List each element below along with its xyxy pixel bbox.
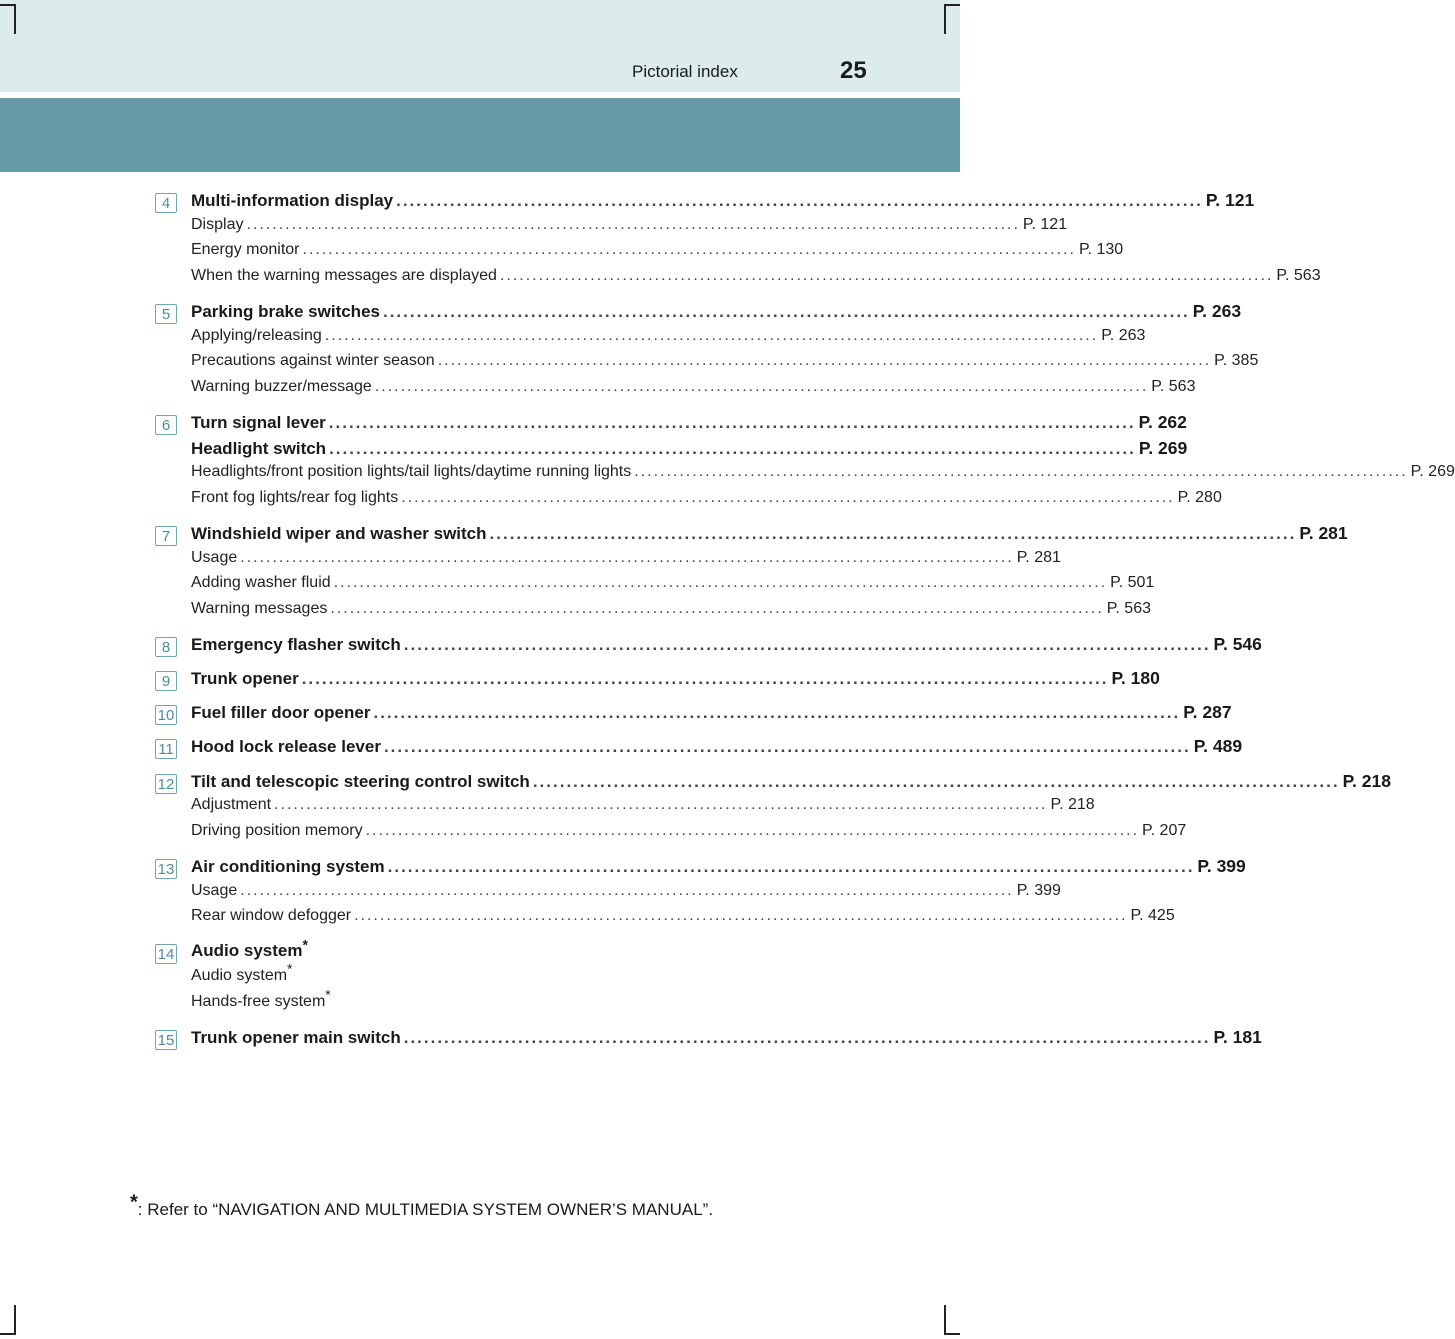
entry-text: Fuel filler door opener — [191, 703, 371, 723]
dot-leader: ........................................................................................................................ — [489, 523, 1297, 543]
item-number-badge: 15 — [155, 1030, 177, 1050]
page-reference-link[interactable]: P. 546 — [1213, 633, 1262, 654]
index-subentry — [191, 377, 1196, 404]
dot-leader: ........................................................................................................................ — [354, 907, 1128, 925]
index-entry — [191, 856, 1246, 882]
index-entries — [155, 190, 1455, 1052]
entry-text: Windshield wiper and washer switch — [191, 523, 487, 543]
entry-label — [191, 986, 331, 1011]
dot-leader: ........................................................................................................................ — [301, 669, 1109, 689]
page-reference-link[interactable]: P. 563 — [1151, 377, 1196, 395]
index-subentry — [191, 326, 1146, 353]
entry-label — [191, 378, 372, 396]
page-reference-link[interactable]: P. 207 — [1142, 821, 1187, 839]
index-group — [155, 411, 1455, 514]
item-number-badge: 4 — [155, 193, 177, 213]
entry-text: Parking brake switches — [191, 301, 380, 321]
index-subentry — [191, 574, 1155, 600]
entry-label — [191, 1028, 401, 1048]
index-group — [155, 190, 1321, 292]
page-reference-link[interactable]: P. 281 — [1299, 522, 1348, 543]
index-subentry — [191, 907, 1175, 933]
entry-text: Energy monitor — [191, 241, 300, 259]
index-group — [155, 856, 1246, 933]
entry-label — [191, 703, 370, 723]
dot-leader: ........................................................................................................................ — [333, 574, 1108, 592]
index-entry — [191, 1026, 1262, 1053]
entry-text: Headlights/front position lights/tail lights/daytime running lights — [191, 463, 632, 481]
footnote-marker: * — [287, 960, 293, 977]
entry-label — [191, 302, 380, 322]
entry-text: When the warning messages are displayed — [191, 266, 497, 284]
dot-leader: ........................................................................................................................ — [324, 326, 1099, 344]
entry-label — [191, 352, 435, 370]
crop-mark-tr-h — [946, 4, 960, 6]
footnote-text: : Refer to “NAVIGATION AND MULTIMEDIA SYSTEM OWNER’S MANUAL”. — [137, 1200, 714, 1219]
item-number-badge: 14 — [155, 944, 177, 964]
entry-text: Audio system — [191, 941, 303, 961]
entry-label — [191, 524, 487, 544]
entry-text: Rear window defogger — [191, 907, 352, 925]
page-number: 25 — [840, 57, 867, 84]
entry-label — [191, 574, 331, 592]
page-reference-link[interactable]: P. 269 — [1138, 437, 1188, 458]
page-reference-link[interactable]: P. 263 — [1192, 300, 1242, 321]
page-reference-link[interactable]: P. 281 — [1016, 548, 1061, 566]
entry-text: Tilt and telescopic steering control switch — [191, 771, 530, 791]
page-reference-link[interactable]: P. 425 — [1130, 907, 1175, 925]
entry-text: Adding washer fluid — [191, 574, 331, 592]
index-entry — [191, 668, 1160, 694]
page-reference-link[interactable]: P. 121 — [1205, 190, 1255, 210]
index-subentry — [191, 881, 1061, 908]
item-number-badge: 5 — [155, 304, 177, 324]
page-reference-link[interactable]: P. 130 — [1078, 241, 1124, 259]
footnote — [130, 1191, 714, 1220]
entry-label — [191, 463, 631, 481]
item-number-badge: 13 — [155, 859, 177, 879]
crop-mark-tr-v — [944, 4, 946, 34]
page-reference-link[interactable]: P. 218 — [1342, 770, 1391, 791]
entry-text: Turn signal lever — [191, 412, 326, 432]
index-group — [155, 300, 1259, 403]
item-number-badge: 7 — [155, 526, 177, 546]
dot-leader: ........................................................................................................................ — [382, 301, 1190, 321]
index-subentry — [191, 352, 1259, 378]
item-number-badge: 9 — [155, 671, 177, 691]
index-group — [155, 702, 1232, 728]
entry-text: Display — [191, 215, 244, 233]
page-reference-link[interactable]: P. 121 — [1022, 215, 1068, 233]
entry-label — [191, 822, 363, 840]
crop-mark-bl-v — [14, 1305, 16, 1335]
index-entry — [191, 411, 1187, 438]
index-entry — [191, 437, 1188, 464]
page-reference-link[interactable]: P. 181 — [1213, 1026, 1262, 1047]
entry-text: Hood lock release lever — [191, 737, 381, 757]
item-number-badge: 8 — [155, 637, 177, 657]
index-subentry — [191, 986, 805, 1019]
entry-label — [191, 267, 497, 285]
entry-label — [191, 489, 398, 507]
item-number-badge: 11 — [155, 739, 177, 759]
dot-leader: ........................................................................................................................ — [240, 548, 1014, 566]
entry-text: Hands-free system — [191, 992, 326, 1010]
index-subentry — [191, 241, 1124, 267]
crop-mark-br-v — [944, 1305, 946, 1335]
dot-leader: ........................................................................................................................ — [403, 1027, 1211, 1047]
index-subentry — [191, 266, 1321, 293]
index-subentry — [191, 463, 1455, 489]
page-reference-link[interactable]: P. 563 — [1106, 599, 1151, 617]
entry-label — [191, 635, 401, 655]
index-entry — [191, 300, 1242, 327]
crop-mark-tl-v — [14, 4, 16, 34]
entry-label — [191, 327, 322, 345]
entry-text: Multi-information display — [191, 191, 394, 210]
index-group — [155, 936, 805, 1018]
index-subentry — [191, 960, 805, 993]
page-reference-link[interactable]: P. 399 — [1016, 881, 1061, 899]
entry-label — [191, 857, 385, 877]
entry-label — [191, 241, 300, 259]
entry-label — [191, 549, 237, 567]
footnote-marker: * — [302, 936, 308, 953]
page-reference-link[interactable]: P. 218 — [1050, 796, 1095, 814]
index-entry — [191, 190, 1255, 216]
entry-text: Trunk opener — [191, 669, 299, 689]
entry-text: Usage — [191, 548, 238, 566]
dot-leader: ........................................................................................................................ — [302, 241, 1076, 259]
dot-leader: ........................................................................................................................ — [532, 771, 1340, 791]
dot-leader: ........................................................................................................................ — [365, 821, 1140, 839]
entry-label — [191, 191, 393, 211]
index-group — [155, 770, 1391, 848]
header-band — [0, 98, 960, 172]
dot-leader: ........................................................................................................................ — [383, 737, 1191, 757]
page-reference-link[interactable]: P. 280 — [1177, 488, 1222, 506]
page-reference-link[interactable]: P. 385 — [1214, 352, 1259, 370]
entry-text: Applying/releasing — [191, 326, 322, 344]
dot-leader: ........................................................................................................................ — [240, 881, 1014, 899]
item-number-badge: 10 — [155, 705, 177, 725]
entry-label — [191, 669, 299, 689]
page-reference-link[interactable]: P. 180 — [1111, 668, 1160, 689]
item-number-badge: 6 — [155, 415, 177, 435]
entry-text: Front fog lights/rear fog lights — [191, 488, 399, 506]
page-reference-link[interactable]: P. 263 — [1101, 326, 1146, 344]
index-group — [155, 736, 1243, 762]
entry-text: Trunk opener main switch — [191, 1027, 401, 1047]
entry-label — [191, 936, 308, 961]
entry-label — [191, 413, 326, 433]
entry-text: Audio system — [191, 966, 288, 984]
entry-label — [191, 796, 271, 814]
index-entry — [191, 936, 805, 967]
page-reference-link[interactable]: P. 563 — [1276, 266, 1321, 284]
dot-leader: ........................................................................................................................ — [401, 488, 1175, 506]
page-section-title: Pictorial index — [632, 62, 738, 81]
crop-mark-br-h — [946, 1333, 960, 1335]
index-entry — [191, 770, 1391, 797]
entry-text: Usage — [191, 881, 238, 899]
index-group — [155, 522, 1348, 625]
dot-leader: ........................................................................................................................ — [274, 796, 1048, 814]
index-group — [155, 668, 1160, 694]
index-entry — [191, 633, 1262, 660]
footnote-star: * — [130, 1191, 138, 1214]
index-subentry — [191, 821, 1187, 848]
index-entry — [191, 522, 1348, 549]
entry-text: Precautions against winter season — [191, 352, 435, 370]
dot-leader: ........................................................................................................................ — [373, 703, 1181, 723]
index-subentry — [191, 599, 1151, 626]
page-reference-link[interactable]: P. 501 — [1110, 574, 1155, 592]
index-subentry — [191, 488, 1222, 515]
entry-label — [191, 772, 530, 792]
index-subentry — [191, 548, 1061, 575]
entry-label — [191, 907, 351, 925]
entry-text: Headlight switch — [191, 438, 327, 458]
footnote-marker: * — [325, 986, 331, 1003]
dot-leader: ........................................................................................................................ — [328, 412, 1136, 432]
index-subentry — [191, 215, 1068, 242]
entry-label — [191, 600, 327, 618]
entry-label — [191, 216, 243, 234]
entry-text: Warning messages — [191, 599, 328, 617]
page-reference-link[interactable]: P. 287 — [1183, 702, 1232, 723]
entry-label — [191, 882, 237, 900]
index-group — [155, 1026, 1262, 1053]
header-top-strip — [0, 0, 960, 92]
page-reference-link[interactable]: P. 489 — [1193, 736, 1243, 757]
entry-text: Emergency flasher switch — [191, 634, 401, 654]
dot-leader: ........................................................................................................................ — [387, 857, 1195, 876]
entry-text: Adjustment — [191, 796, 272, 814]
entry-text: Air conditioning system — [191, 857, 385, 876]
page-reference-link[interactable]: P. 399 — [1197, 856, 1246, 876]
dot-leader: ........................................................................................................................ — [437, 352, 1212, 370]
dot-leader: ........................................................................................................................ — [403, 634, 1211, 654]
index-subentry — [191, 796, 1095, 822]
dot-leader: ........................................................................................................................ — [634, 463, 1408, 481]
entry-label — [191, 960, 293, 985]
dot-leader: ........................................................................................................................ — [329, 438, 1136, 458]
index-group — [155, 633, 1262, 660]
dot-leader: ........................................................................................................................ — [246, 215, 1020, 233]
page-reference-link[interactable]: P. 262 — [1138, 411, 1187, 432]
index-entry — [191, 736, 1243, 762]
crop-mark-bl-h — [0, 1333, 14, 1335]
entry-text: Warning buzzer/message — [191, 377, 372, 395]
dot-leader: ........................................................................................................................ — [330, 599, 1104, 617]
page-reference-link[interactable]: P. 269 — [1410, 463, 1455, 481]
index-entry — [191, 702, 1232, 728]
entry-text: Driving position memory — [191, 821, 363, 839]
entry-label — [191, 439, 326, 459]
entry-label — [191, 737, 381, 757]
crop-mark-tl-h — [0, 4, 14, 6]
dot-leader: ........................................................................................................................ — [499, 266, 1274, 284]
dot-leader: ........................................................................................................................ — [396, 191, 1203, 210]
item-number-badge: 12 — [155, 774, 177, 794]
dot-leader: ........................................................................................................................ — [374, 377, 1149, 395]
